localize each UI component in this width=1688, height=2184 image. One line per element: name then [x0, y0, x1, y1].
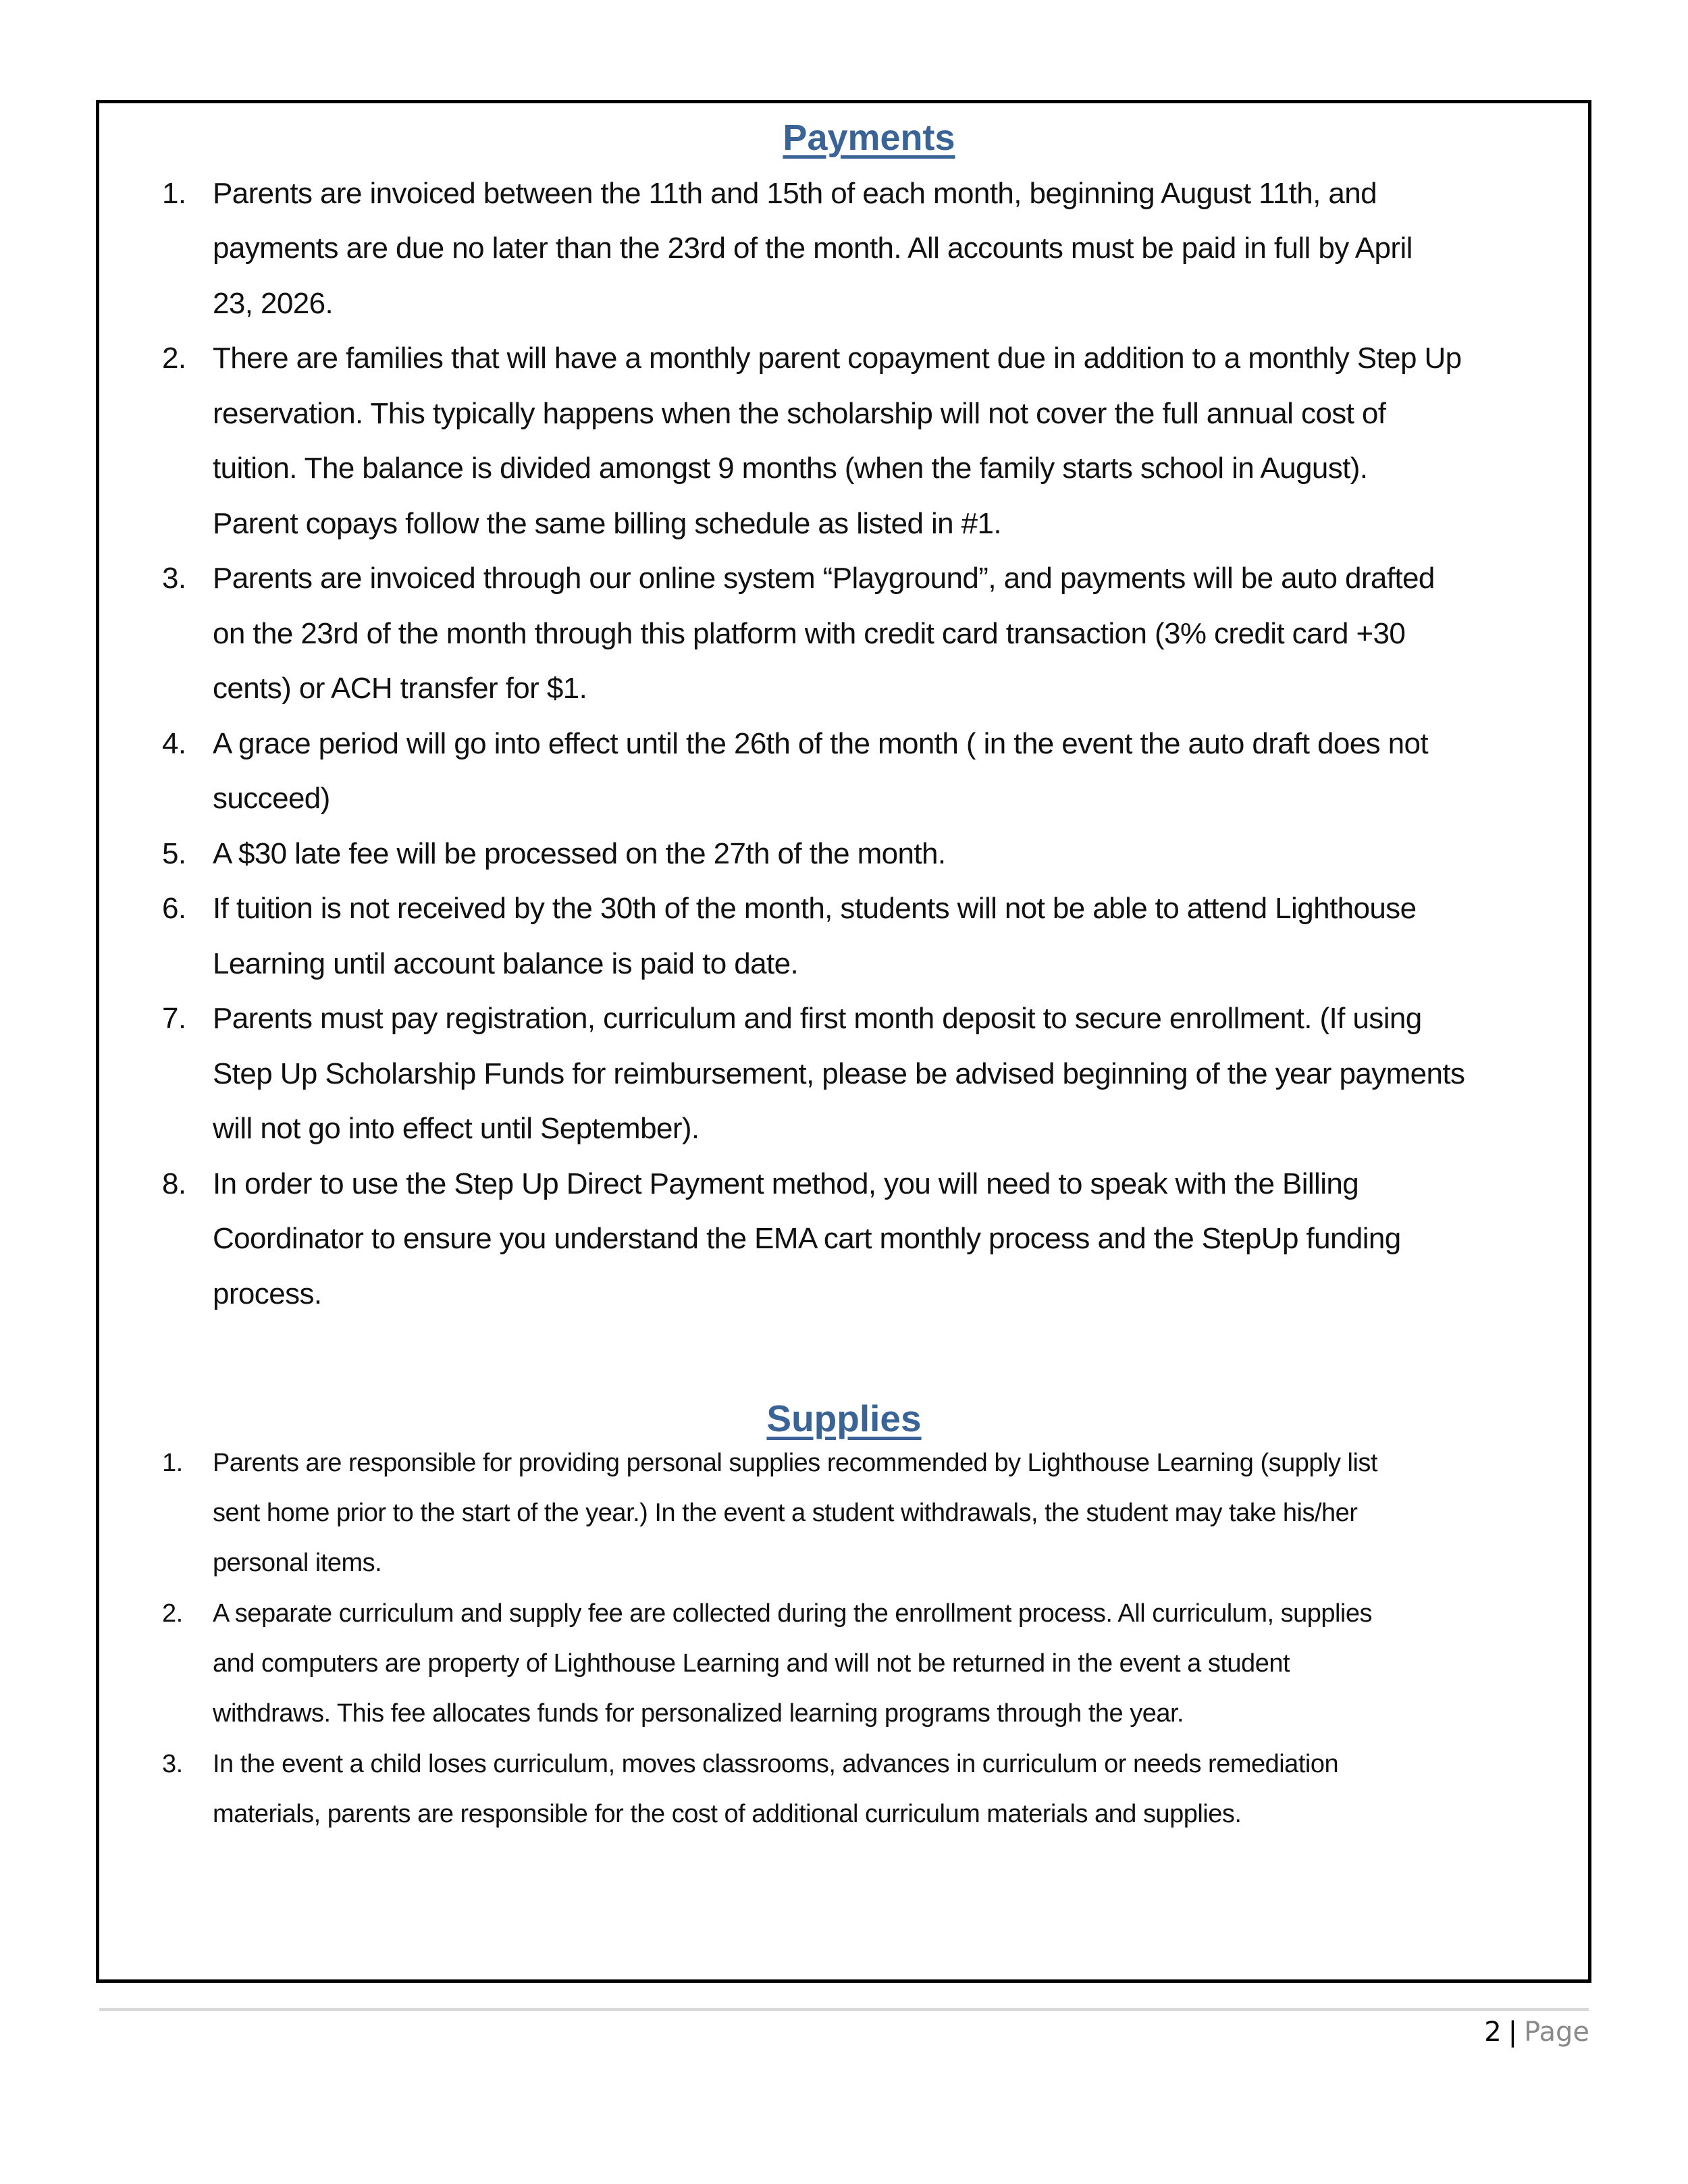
- list-item-line: Parents are invoiced through our online system “Playground”, and payments will be auto drafted: [213, 562, 1435, 595]
- section-title-supplies: Supplies: [766, 1397, 922, 1439]
- list-item-line: Step Up Scholarship Funds for reimbursement, please be advised beginning of the year payments: [213, 1057, 1465, 1090]
- list-item-line: will not go into effect until September).: [213, 1112, 700, 1145]
- list-item-line: A $30 late fee will be processed on the 27th of the month.: [213, 837, 946, 870]
- footer-divider: [99, 2008, 1589, 2011]
- list-item-line: Parents are responsible for providing personal supplies recommended by Lighthouse Learning (supply list: [213, 1449, 1377, 1477]
- list-item-line: succeed): [213, 782, 330, 815]
- list-item-line: Parents must pay registration, curriculum and first month deposit to secure enrollment. (If using: [213, 1002, 1422, 1035]
- list-item-line: sent home prior to the start of the year.) In the event a student withdrawals, the student may take his/her: [213, 1499, 1358, 1527]
- list-number: 2.: [162, 1599, 183, 1628]
- list-item-line: personal items.: [213, 1549, 382, 1577]
- list-item-line: Parents are invoiced between the 11th and 15th of each month, beginning August 11th, and: [213, 177, 1377, 210]
- list-item-line: on the 23rd of the month through this platform with credit card transaction (3% credit card +30: [213, 617, 1406, 650]
- list-item-line: materials, parents are responsible for the cost of additional curriculum materials and supplies.: [213, 1800, 1242, 1828]
- list-number: 4.: [162, 727, 186, 760]
- list-number: 2.: [162, 342, 186, 375]
- section-title-payments: Payments: [783, 117, 955, 158]
- list-item-line: Coordinator to ensure you understand the EMA cart monthly process and the StepUp funding: [213, 1222, 1401, 1255]
- list-number: 1.: [162, 1449, 183, 1477]
- list-item-line: reservation. This typically happens when the scholarship will not cover the full annual cost of: [213, 397, 1386, 430]
- list-item-line: In the event a child loses curriculum, moves classrooms, advances in curriculum or needs remediation: [213, 1750, 1339, 1778]
- page-number: 2: [1484, 2017, 1502, 2048]
- list-number: 3.: [162, 1750, 183, 1778]
- list-item-line: Learning until account balance is paid to date.: [213, 947, 799, 980]
- list-number: 3.: [162, 562, 186, 595]
- list-item-line: In order to use the Step Up Direct Payment method, you will need to speak with the Billing: [213, 1167, 1359, 1200]
- list-item-line: tuition. The balance is divided amongst 9 months (when the family starts school in August).: [213, 452, 1368, 485]
- page-footer: [1484, 2019, 1589, 2046]
- list-number: 6.: [162, 892, 186, 925]
- list-item-line: Parent copays follow the same billing schedule as listed in #1.: [213, 507, 1001, 540]
- list-item-line: 23, 2026.: [213, 287, 334, 320]
- page-label: Page: [1524, 2017, 1589, 2048]
- list-item-line: If tuition is not received by the 30th of the month, students will not be able to attend Lighthouse: [213, 892, 1417, 925]
- list-item-line: payments are due no later than the 23rd of the month. All accounts must be paid in full by April: [213, 232, 1413, 265]
- list-item-line: There are families that will have a monthly parent copayment due in addition to a monthly Step Up: [213, 342, 1462, 375]
- list-number: 5.: [162, 837, 186, 870]
- list-number: 1.: [162, 177, 186, 210]
- page-separator: |: [1508, 2017, 1518, 2048]
- list-item-line: A grace period will go into effect until the 26th of the month ( in the event the auto draft does not: [213, 727, 1429, 760]
- list-item-line: withdraws. This fee allocates funds for personalized learning programs through the year.: [213, 1699, 1184, 1728]
- list-item-line: cents) or ACH transfer for $1.: [213, 672, 587, 705]
- list-item-line: process.: [213, 1277, 322, 1310]
- list-item-line: and computers are property of Lighthouse Learning and will not be returned in the event a student: [213, 1649, 1290, 1678]
- list-number: 8.: [162, 1167, 186, 1200]
- list-number: 7.: [162, 1002, 186, 1035]
- list-item-line: A separate curriculum and supply fee are collected during the enrollment process. All curriculum, supplies: [213, 1599, 1373, 1628]
